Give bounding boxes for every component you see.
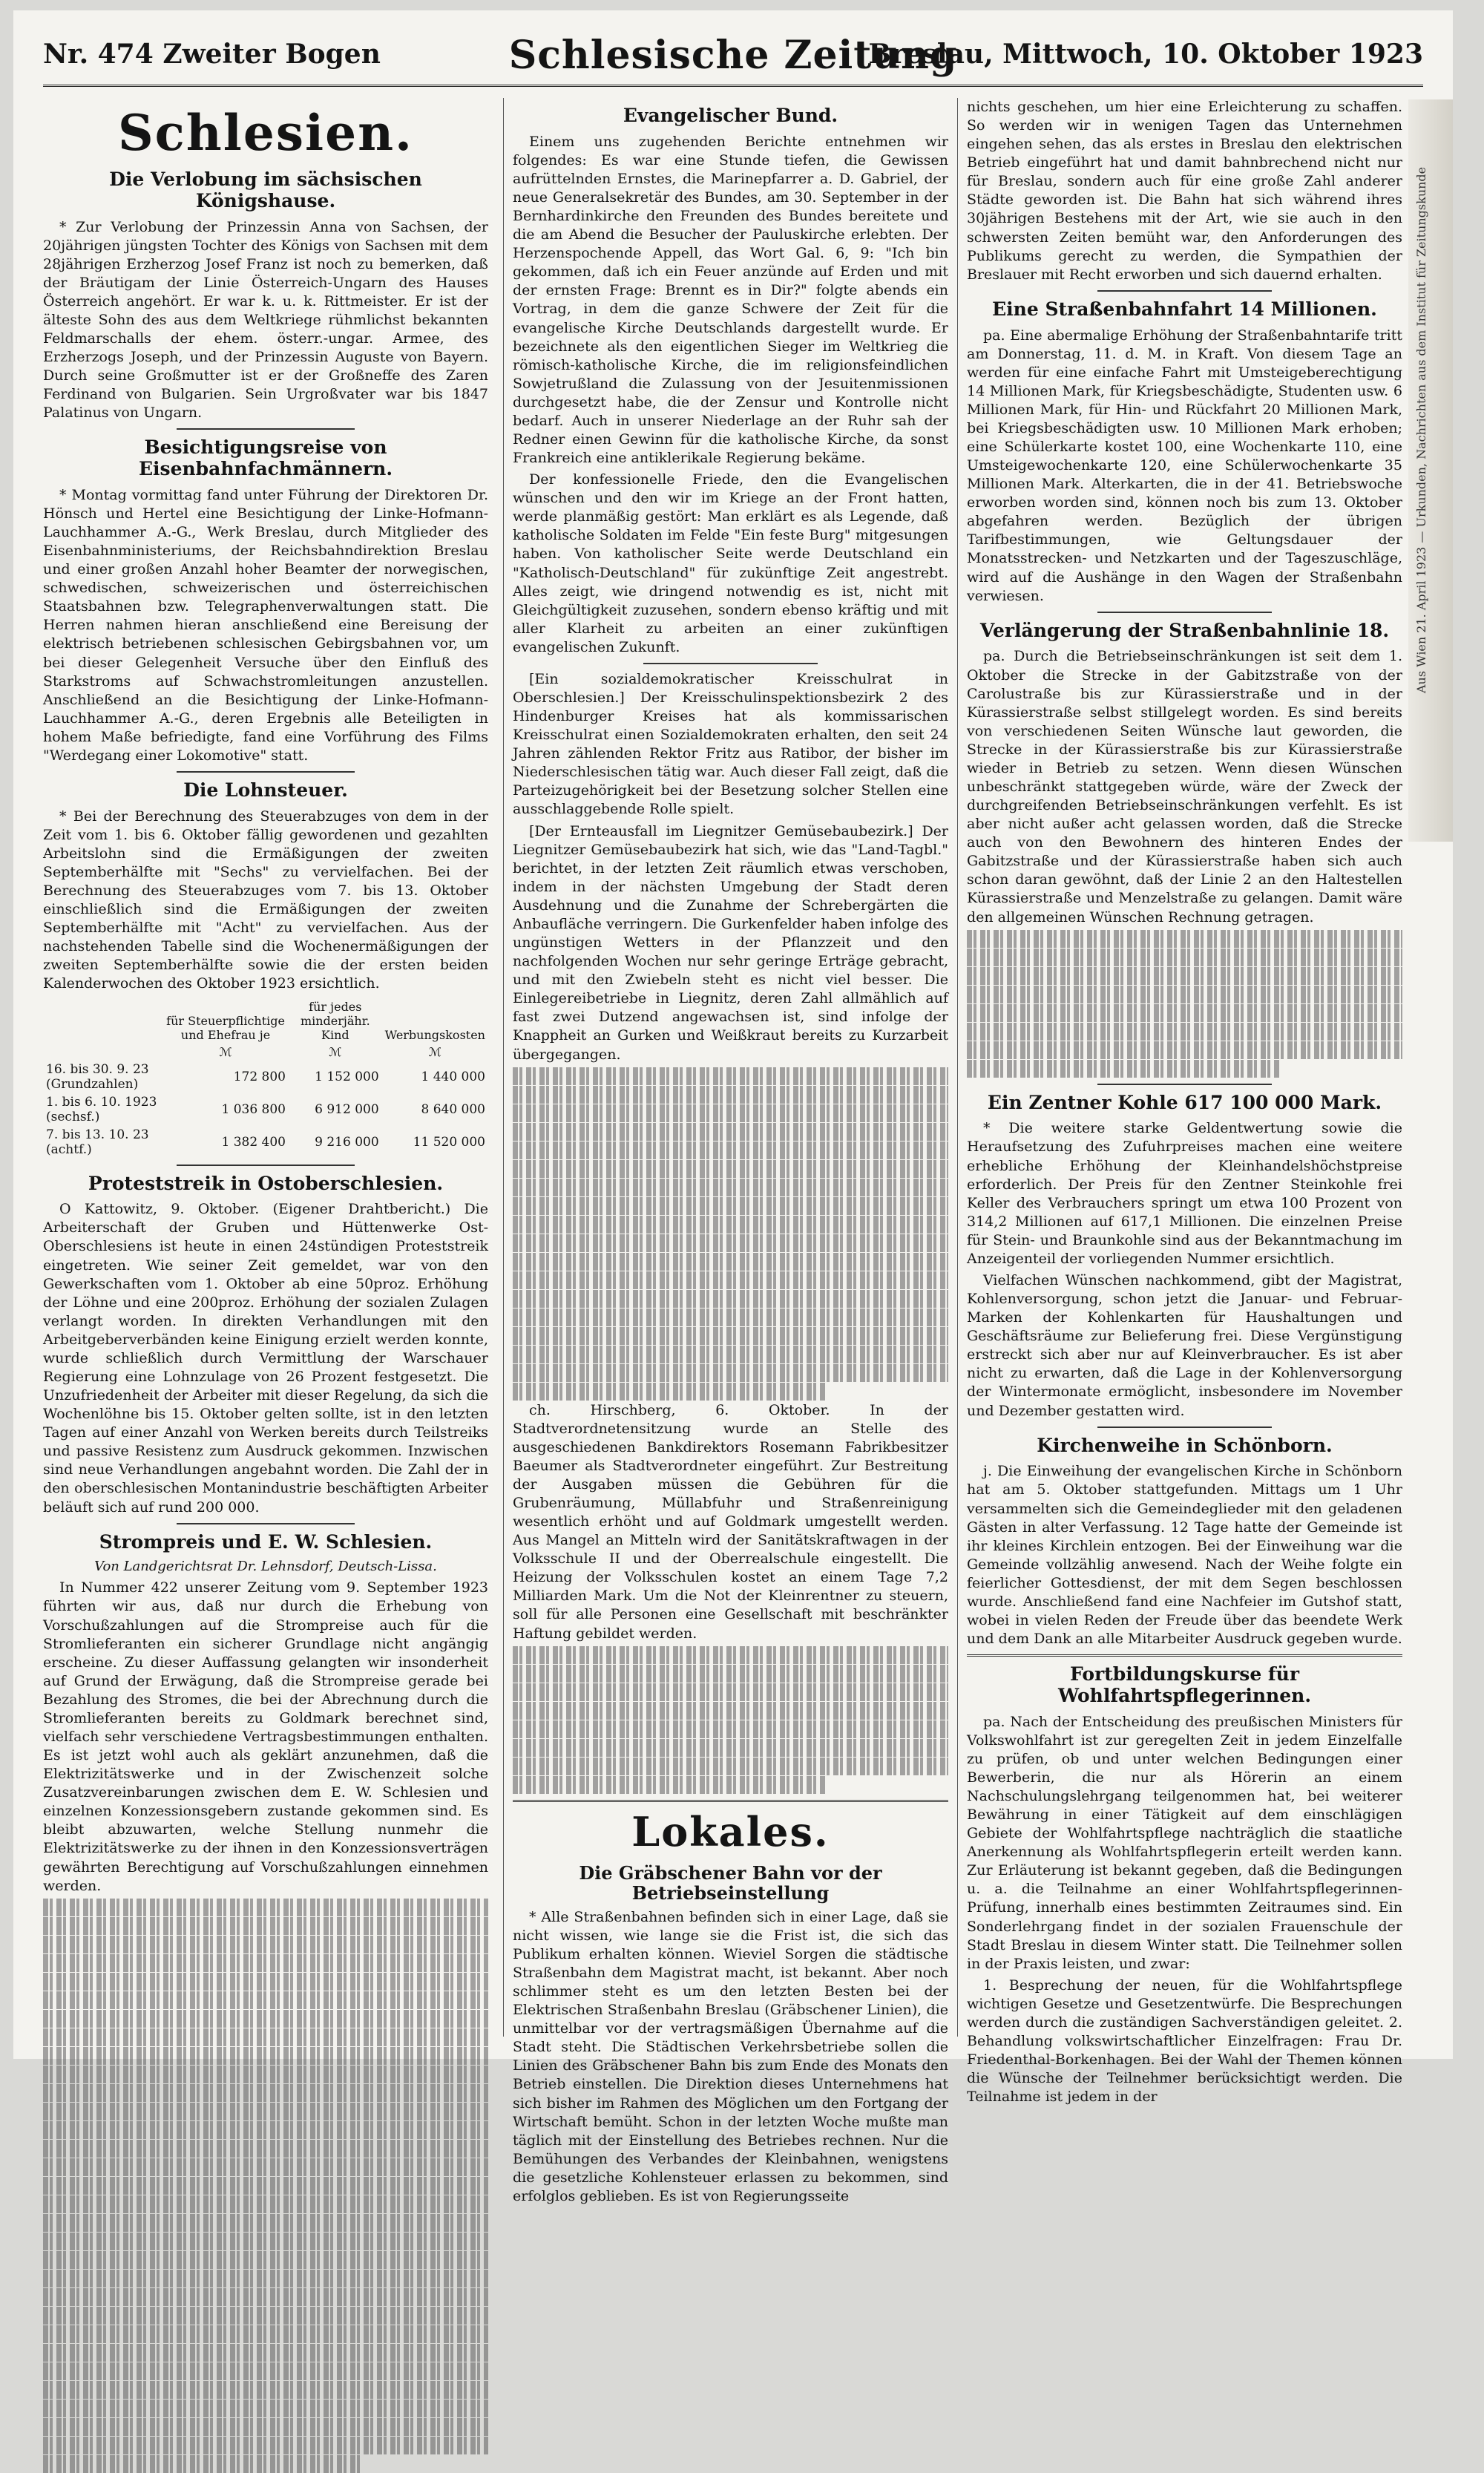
newspaper-title: Schlesische Zeitung [508,33,958,78]
article-text: * Alle Straßenbahnen befinden sich in einer Lage, daß sie nicht wissen, wie lange sie die Frist ist, die sich das Publikum erhalten können. Wieviel Sorgen die städtische Straßenbahn dem Magistrat macht, ist bekannt. Aber noch schlimmer steht es um den letzten Besten bei der Elektrischen Straßenbahn Breslau (Gräbschener Linien), die unmittelbar vor der vertragsmäßigen Übernahme auf die Stadt steht. Die Städtischen Verkehrsbetriebe sollen die Linien des Gräbschener Bahn bis zum Ende des Monats den Betrieb einstellen. Die Direktion dieses Unternehmens hat sich bisher im Rahmen des Möglichen um den Fortgang der Wirtschaft bemüht. Schon in der letzten Woche mußte man täglich mit der Einstellung des Betriebes rechnen. Nur die Bemühungen des Verbandes der Kleinbahnen, wenigstens die gesetzliche Kohlensteuer erlassen zu bekommen, sind erfolglos geblieben. Es ist von Regierungsseite [513,1908,948,2204]
article-text: [Der Ernteausfall im Liegnitzer Gemüsebaubezirk.] Der Liegnitzer Gemüsebaubezirk hat sich, wie das "Land-Tagbl." berichtet, in der letzten Zeit räumlich etwas verschoben, indem in der nächsten Umgebung der Stadt deren Ausdehnung und die Zunahme der Schrebergärten die Anbaufläche verringern. Die Gurkenfelder haben infolge des ungünstigen Wetters in der Pflanzzeit und den nachfolgenden Wochen nur sehr geringe Erträge gebracht, und mit den Zwiebeln steht es nicht viel besser. Die Einlegereibetriebe in Liegnitz, deren Zahl allmählich auf fast zwei Dutzend angewachsen ist, sind infolge der Knappheit an Gurken und Weißkraut bereits zu Kurzarbeit übergegangen. [513,822,948,1063]
article-text: ch. Hirschberg, 6. Oktober. In der Stadtverordnetensitzung wurde an Stelle des ausgeschiedenen Bankdirektors Rosemann Fabrikbesitzer Baeumer als Stadtverordneter eingeführt. Zur Bestreitung der Ausgaben müssen die Gebühren für die Grubenräumung, Müllabfuhr und Straßenreinigung wesentlich erhöht und auf Goldmark umgestellt werden. Aus Mangel an Mitteln wird der Sanitätskraftwagen in der Volksschule II und der Oberrealschule eingestellt. Die Heizung der Volksschulen kostet an einem Tage 7,2 Milliarden Mark. Um die Not der Kleinrentner zu steuern, soll für alle Personen eine Gesellschaft mit beschränkter Haftung gebildet werden. [513,1401,948,1642]
table-cell: 7. bis 13. 10. 23 (achtf.) [46,1127,149,1157]
article-title: Die Verlobung im sächsischen Königshause. [109,168,422,212]
article-text: Vielfachen Wünschen nachkommend, gibt der Magistrat, Kohlenversorgung, schon jetzt die Januar- und Februar-Marken der Kohlenkarten für Haushaltungen und Geschäftsräume zur Belieferung frei. Diese Vergünstigung erstreckt sich aber nur auf Kleinverbraucher. Es ist aber nicht zu erwarten, daß die Lage in der Kohlenversorgung der Wintermonate ermöglicht, insbesondere im November und Dezember gestatten wird. [967,1272,1402,1419]
table-row [43,1093,488,1126]
article-title: Strompreis und E. W. Schlesien. [99,1530,433,1553]
table-cell: 1 382 400 [221,1134,286,1150]
table-row [43,1061,488,1093]
text-lines [43,1899,488,2473]
table-cell: 8 640 000 [421,1101,485,1117]
article-title: Verlängerung der Straßenbahnlinie 18. [979,619,1390,641]
article-text: j. Die Einweihung der evangelischen Kirche in Schönborn hat am 5. Oktober stattgefunden. Mittags um 1 Uhr versammelten sich die Gemeindeglieder mit den geladenen Gästen in alter Verfassung. 12 Tage hatte der Gemeinde ist ihr kleines Kirchlein entzogen. Bei der Einweihung war die Gemeinde vollzählig anwesend. Nach der Weihe folgte ein feierlicher Gottesdienst, der mit dem Segen beschlossen wurde. Anschließend fand eine Nachfeier im Gutshof statt, wobei in vielen Reden der Freude über das beendete Werk und dem Dank an alle Mitarbeiter Ausdruck gegeben wurde. [967,1463,1402,1648]
divider [1097,1084,1272,1085]
article-title: Evangelischer Bund. [623,105,838,126]
newspaper-page [13,10,1453,2204]
article-text: pa. Eine abermalige Erhöhung der Straßenbahntarife tritt am Donnerstag, 11. d. M. in Kraft. Von diesem Tage an werden für eine einfache Fahrt mit Umsteigeberechtigung 14 Millionen Mark, für Kriegsbeschädigte, Studenten usw. 6 Millionen Mark, für Hin- und Rückfahrt 20 Millionen Mark, bei Kriegsbeschädigten usw. 10 Millionen Mark erhoben; eine Schülerkarte kostet 100, eine Wochenkarte 110, eine Umsteigewochenkarte 120, eine Schülerwochenkarte 35 Millionen Mark. Alterkarten, die in der 41. Betriebswoche erworben worden sind, können noch bis zum 13. Oktober abgefahren werden. Bezüglich der übrigen Tarifbestimmungen, wie Geltungsdauer der Monatsstrecken- und Netzkarten und der Tageszuschläge, wird auf die Aushänge in den Wagen der Straßenbahn verwiesen. [967,327,1402,604]
table-header-cell: für jedes minderjähr. Kind [300,999,370,1042]
divider [177,771,355,773]
divider [177,1165,355,1166]
table-cell: 1 152 000 [315,1069,379,1084]
article-text: pa. Nach der Entscheidung des preußischen Ministers für Volkswohlfahrt ist zur geregelten Zeit in jedem Einzelfalle zu prüfen, ob und unter welchen Bedingungen einer Bewerberin, die nur als Hörerin an einem Nachschulungslehrgang teilgenommen hat, bei weiterer Bewährung in einer Tätigkeit auf dem einschlägigen Gebiete der Wohlfahrtspflege nachträglich die staatliche Anerkennung als Wohlfahrtspflegerin erteilt werden kann. Zur Erläuterung ist bekannt gegeben, daß die Bedingungen u. a. die Teilnahme an einer Wohlfahrtspflegerinnen-Prüfung, innerhalb eines bestimmten Zeitraumes sind. Ein Sonderlehrgang findet in der sozialen Frauenschule der Stadt Breslau in diesem Winter statt. Die Teilnehmer sollen in der Praxis leisten, und zwar: [967,1713,1402,1972]
table-unit-cell: ℳ [428,1044,441,1059]
table-cell: 1. bis 6. 10. 1923 (sechsf.) [46,1094,157,1124]
article-title: Eine Straßenbahnfahrt 14 Millionen. [992,298,1377,320]
issue-number: Nr. 474 Zweiter Bogen [43,39,381,70]
margin-note: Aus Wien 21. April 1923 — Urkunden, Nachrichten aus dem Institut für Zeitungskunde [1414,166,1428,693]
article-byline: Von Landgerichtsrat Dr. Lehnsdorf, Deutsch-Lissa. [94,1559,437,1575]
divider [967,1654,1402,1657]
table-header-cell [43,998,162,1044]
article-title: Ein Zentner Kohle 617 100 000 Mark. [987,1091,1382,1113]
table-cell: 6 912 000 [315,1101,379,1117]
text-lines [967,930,1402,1078]
section-title: Lokales. [631,1807,830,1855]
divider [643,663,818,664]
divider [177,1523,355,1524]
divider [1097,612,1272,613]
table-row [43,1126,488,1159]
table-cell: 1 036 800 [221,1101,286,1117]
article-text: 1. Besprechung der neuen, für die Wohlfahrtspflege wichtigen Gesetze und Gesetzentwürfe. Die Besprechungen werden durch die zuständigen Sachverständigen geleitet. 2. Behandlung volkswirtschaftlicher Einzelfragen: Frau Dr. Friedenthal-Borkenhagen. Bei der Wahl der Themen können die Wünsche der Teilnehmer berücksichtigt werden. Die Teilnahme ist jedem in der [967,1976,1402,2106]
article-text: * Zur Verlobung der Prinzessin Anna von Sachsen, der 20jährigen jüngsten Tochter des Königs von Sachsen mit dem 28jährigen Erzherzog Josef Franz ist noch zu bemerken, daß der Bräutigam der Linie Österreich-Ungarn des Hauses Österreich angehört. Er war k. u. k. Rittmeister. Er ist der älteste Sohn des aus dem Weltkriege rühmlichst bekannten Feldmarschalls der ehem. österr.-ungar. Armee, des Erzherzogs Joseph, und der Prinzessin Auguste von Bayern. Durch seine Großmutter ist er der Großneffe des Zaren Ferdinand von Bulgarien. Sein Urgroßvater war bis 1847 Palatinus von Ungarn. [43,218,488,422]
table-cell: 172 800 [233,1069,286,1084]
masthead [43,33,1423,87]
article-text: Einem uns zugehenden Berichte entnehmen wir folgendes: Es war eine Stunde tiefen, die Gewissen aufrüttelnden Ernstes, die Marinepfarrer a. D. Gabriel, der neue Generalsekretär des Bundes, am 30. September in der Bernhardinkirche den Freunden des Bundes bereitete und die am Abend die Besucher der Pauluskirche erlebten. Der Herzenspochende Appell, das Wort Gal. 6, 9: "Ich bin gekommen, daß ich ein Feuer anzünde auf Erden und mit der ernsten Frage: Brennt es in Dir?" folgte abends ein Vortrag, in dem die ganze Schwere der Zeit für die evangelische Kirche Deutschlands dargestellt wurde. Er bezeichnete als den eigentlichen Sieger im Weltkrieg die römisch-katholische Kirche, die im religionsfeindlichen Sowjetrußland die Zulassung von der Jesuitenmissionen durchgesetzt habe, die der Zensur und Kontrolle nicht bedarf. Auch in unserer Niederlage an der Ruhr sah der Redner einen Gewinn für die katholische Kirche, da sonst Frankreich eine antiklerikale Regierung bekäme. [513,133,948,467]
table-unit-cell: ℳ [329,1044,342,1059]
text-lines [513,1067,948,1401]
table-cell: 9 216 000 [315,1134,379,1150]
article-text: O Kattowitz, 9. Oktober. (Eigener Drahtbericht.) Die Arbeiterschaft der Gruben und Hüttenwerke Ost-Oberschlesiens ist heute in einen 24stündigen Proteststreik eingetreten. Wie seiner Zeit gemeldet, war von den Gewerkschaften vom 1. Oktober ab eine 50proz. Erhöhung der Löhne und eine 200proz. Erhöhung der sozialen Zulagen verlangt worden. In direkten Verhandlungen mit den Arbeitgeberverbänden keine Einigung erzielt werden konnte, wurde schließlich durch Vermittlung der Warschauer Regierung eine Lohnzulage von 26 Prozent festgesetzt. Die Unzufriedenheit der Arbeiter mit dieser Regelung, da sich die Wochenlöhne bis 15. Oktober gelten sollte, ist in den letzten Tagen auf einer Anzahl von Werken bereits durch Teilstreiks und passive Resistenz zum Ausdruck gekommen. Inzwischen sind neue Verhandlungen angebahnt worden. Die Zahl der in den oberschlesischen Montanindustrie beschäftigten Arbeiter beläuft sich auf rund 200 000. [43,1201,488,1516]
table-cell: 11 520 000 [413,1134,485,1150]
table-cell: 1 440 000 [421,1069,485,1084]
tax-table [43,998,488,1159]
column-1 [43,98,488,2037]
dateline: Breslau, Mittwoch, 10. Oktober 1923 [868,39,1423,70]
article-title: Proteststreik in Ostoberschlesien. [88,1172,444,1194]
text-lines [513,1646,948,1794]
table-unit-cell: ℳ [219,1044,232,1059]
column-2 [503,98,948,2204]
divider [177,428,355,430]
table-cell: 16. bis 30. 9. 23 (Grundzahlen) [46,1061,149,1092]
table-header-cell: für Steuerpflichtige und Ehefrau je [166,1013,285,1042]
column-3 [957,98,1402,2106]
article-title: Kirchenweihe in Schönborn. [1037,1434,1333,1456]
article-title: Die Gräbschener Bahn vor der Betriebseinstellung [579,1861,882,1904]
divider [1097,1427,1272,1428]
article-text: Der konfessionelle Friede, den die Evangelischen wünschen und den wir im Kriege an der Front hatten, werde planmäßig gestört: Man erklärt es als Legende, daß katholische Soldaten im Felde "Ein feste Burg" mitgesungen haben. Von katholischer Seite werde Deutschland ein "Katholisch-Deutschland" für zukünftige Zeit angestrebt. Alles zeigt, wie dringend notwendig es ist, nicht mit Gleichgültigkeit zuzusehen, sondern ebenso kräftig und mit aller Klarheit zu arbeiten an einer zukünftigen evangelischen Zukunft. [513,471,948,655]
tax-table-header [43,998,488,1044]
article-title: Die Lohnsteuer. [183,779,348,802]
article-text: * Bei der Berechnung des Steuerabzuges von dem in der Zeit vom 1. bis 6. Oktober fällig gewordenen und gezahlten Arbeitslohn sind die Ermäßigungen der zweiten Septemberhälfte mit "Sechs" zu vervielfachen. Bei der Berechnung des Steuerabzuges vom 7. bis 13. Oktober einschließlich sind die Ermäßigungen der zweiten Septemberhälfte mit "Acht" zu vervielfachen. Aus der nachstehenden Tabelle sind die Wochenermäßigungen der zweiten Septemberhälfte sowie die der ersten beiden Kalenderwochen des Oktober 1923 ersichtlich. [43,808,488,992]
article-text: nichts geschehen, um hier eine Erleichterung zu schaffen. So werden wir in wenigen Tagen das Unternehmen eingehen sehen, das als erstes in Breslau den elektrischen Betrieb eingeführt hat und damit bahnbrechend nicht nur für Breslau, sondern auch für eine große Zahl anderer Städte geworden ist. Die Bahn hat sich während ihres 30jährigen Bestehens mit der Art, wie sie auch in den schwersten Zeiten bemüht war, den Anforderungen des Publikums gerecht zu werden, die Sympathien der Breslauer mit Recht erworben und sich dauernd erhalten. [967,99,1402,283]
article-title: Besichtigungsreise von Eisenbahnfachmännern. [138,436,393,480]
table-unit-cell [43,1044,162,1061]
article-text: * Die weitere starke Geldentwertung sowie die Heraufsetzung des Zufuhrpreises machen eine weitere erhebliche Erhöhung der Kleinhandelshöchstpreise erforderlich. Der Preis für den Zentner Steinkohle frei Keller des Verbrauchers springt um etwa 100 Prozent von 314,2 Millionen auf 617,1 Millionen. Die einzelnen Preise für Stein- und Braunkohle sind aus der Bekanntmachung im Anzeigenteil der vorliegenden Nummer ersichtlich. [967,1120,1402,1267]
divider [513,1800,948,1802]
section-title: Schlesien. [117,104,414,162]
article-title: Fortbildungskurse für Wohlfahrtspflegerinnen. [1057,1663,1312,1706]
article-text: In Nummer 422 unserer Zeitung vom 9. September 1923 führten wir aus, daß nur durch die Erhebung von Vorschußzahlungen auf die Strompreise auch für die Stromlieferanten ein sicherer Grundlage nicht angängig erscheine. Zu dieser Auffassung gelangten wir insonderheit auf Grund der Erwägung, daß die Strompreise gerade bei Bezahlung des Stromes, die bei der Abrechnung durch die Stromlieferanten bereits zu Goldmark berechnet sind, vielfach sehr verschiedene Vertragsbestimmungen enthalten. Es ist jetzt wohl auch als geklärt anzunehmen, daß die Elektrizitätswerke und in der Zwischenzeit solche Zusatzvereinbarungen zwischen dem E. W. Schlesien und einzelnen Konzessionsgebern zustande gekommen sind. Es bleibt abzuwarten, welche Stellung nunmehr die Elektrizitätswerke zu der ihnen in den Konzessionsverträgen gewährten Berechtigung auf Vorschußzahlungen einnehmen werden. [43,1579,488,1894]
article-text: * Montag vormittag fand unter Führung der Direktoren Dr. Hönsch und Hertel eine Besichtigung der Linke-Hofmann-Lauchhammer A.-G., Werk Breslau, durch Mitglieder des Eisenbahnministeriums, der Reichsbahndirektion Breslau und einer großen Anzahl hoher Beamter der norwegischen, schwedischen, schweizerischen und österreichischen Staatsbahnen bzw. Telegraphenverwaltungen statt. Die Herren nahmen hieran anschließend eine Bereisung der elektrisch betriebenen schlesischen Gebirgsbahnen vor, um bei dieser Gelegenheit Versuche über den Einfluß des Starkstroms auf Schwachstromleitungen anzustellen. Anschließend an die Besichtigung der Linke-Hofmann-Lauchhammer A.-G., deren Ergebnis alle Beteiligten in hohem Maße befriedigte, fand eine Vorführung des Films "Werdegang einer Lokomotive" statt. [43,486,488,764]
article-text: pa. Durch die Betriebseinschränkungen ist seit dem 1. Oktober die Strecke in der Gabitzstraße von der Carolustraße bis zur Kürassierstraße und in der Kürassierstraße selbst stillgelegt worden. Es sind bereits von verschiedenen Seiten Wünsche laut geworden, die Strecke in der Kürassierstraße bis zur Kürassierstraße wieder in Betrieb zu setzen. Wenn diesen Wünschen unbeschränkt stattgegeben würde, wäre der Zweck der durchgreifenden Betriebseinschränkungen verfehlt. Es ist aber nicht außer acht gelassen worden, daß die Strecke auch von den Bewohnern des hinteren Endes der Gabitzstraße und der Kürassierstraße haben sich auch schon daran gewöhnt, daß der Linie 2 an den Haltestellen Kürassierstraße und Menzelstraße zu gelangen. Damit wäre den allgemeinen Wünschen Rechnung getragen. [967,648,1402,926]
table-header-cell: Werbungskosten [384,1027,485,1042]
tax-table-units [43,1044,488,1061]
divider [1097,290,1272,292]
article-text: [Ein sozialdemokratischer Kreisschulrat in Oberschlesien.] Der Kreisschulinspektionsbezirk 2 des Hindenburger Kreises hat als kommissarischen Kreisschulrat einen Sozialdemokraten erhalten, den seit 24 Jahren zählenden Rektor Fritz aus Ratibor, der bisher im Niederschlesischen tätig war. Auch dieser Fall zeigt, daß die Parteizugehörigkeit bei der Besetzung solcher Stellen eine ausschlaggebende Rolle spielt. [513,670,948,818]
